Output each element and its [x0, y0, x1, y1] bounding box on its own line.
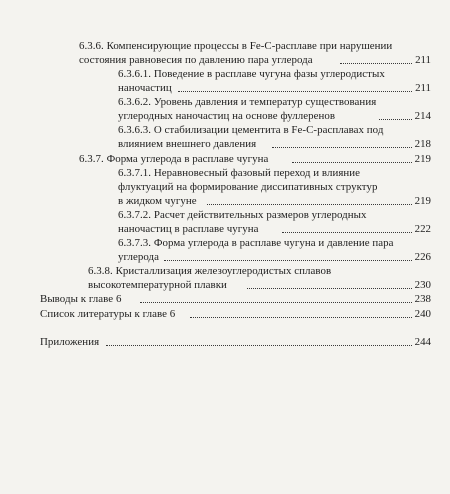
page-number: 211: [415, 82, 431, 94]
dot-leader: [379, 119, 412, 120]
dot-leader: [292, 162, 412, 163]
dot-leader: [340, 63, 412, 64]
toc-entry-text: 6.3.6. Компенсирующие процессы в Fe-C-расплаве при нарушении: [79, 40, 393, 52]
page-number: 230: [414, 279, 431, 291]
page-number: 244: [414, 336, 431, 348]
dot-leader: [282, 232, 412, 233]
toc-entry-text: 6.3.7. Форма углерода в расплаве чугуна: [79, 153, 269, 165]
toc-entry-text: флуктуаций на формирование диссипативных структур: [118, 181, 378, 193]
dot-leader: [178, 91, 412, 92]
toc-entry-text: 6.3.7.3. Форма углерода в расплаве чугуна и давление пара: [118, 237, 394, 249]
toc-entry-text: Список литературы к главе 6: [40, 308, 176, 320]
toc-entry-text: 6.3.8. Кристаллизация железоуглеродистых сплавов: [88, 265, 332, 277]
page-number: 240: [414, 308, 431, 320]
toc-entry-text: углеродных наночастиц на основе фуллеренов: [118, 110, 336, 122]
toc-entry-text: влиянием внешнего давления: [118, 138, 257, 150]
dot-leader: [272, 147, 412, 148]
page-number: 238: [414, 293, 431, 305]
toc-entry-text: 6.3.7.2. Расчет действительных размеров углеродных: [118, 209, 367, 221]
page-number: 211: [415, 54, 431, 66]
page-number: 219: [414, 195, 431, 207]
page-number: 214: [414, 110, 431, 122]
toc-entry-text: высокотемпературной плавки: [88, 279, 227, 291]
toc-entry-text: 6.3.7.1. Неравновесный фазовый переход и влияние: [118, 167, 361, 179]
dot-leader: [164, 260, 412, 261]
toc-entry-text: Приложения: [40, 336, 100, 348]
toc-entry-text: наночастиц: [118, 82, 172, 94]
toc-entry-text: в жидком чугуне: [118, 195, 197, 207]
toc-entry-text: 6.3.6.3. О стабилизации цементита в Fe-C-расплавах под: [118, 124, 384, 136]
toc-entry-text: состояния равновесия по давлению пара углерода: [79, 54, 313, 66]
page-number: 222: [414, 223, 431, 235]
dot-leader: [106, 345, 412, 346]
toc-entry-text: углерода: [118, 251, 159, 263]
page-number: 226: [414, 251, 431, 263]
dot-leader: [207, 204, 412, 205]
dot-leader: [247, 288, 412, 289]
page-number: 219: [414, 153, 431, 165]
dot-leader: [190, 317, 412, 318]
toc-entry-text: Выводы к главе 6: [40, 293, 122, 305]
page-number: 218: [414, 138, 431, 150]
toc-entry-text: наночастиц в расплаве чугуна: [118, 223, 259, 235]
toc-entry-text: 6.3.6.1. Поведение в расплаве чугуна фазы углеродистых: [118, 68, 385, 80]
dot-leader: [140, 302, 412, 303]
toc-entry-text: 6.3.6.2. Уровень давления и температур существования: [118, 96, 377, 108]
